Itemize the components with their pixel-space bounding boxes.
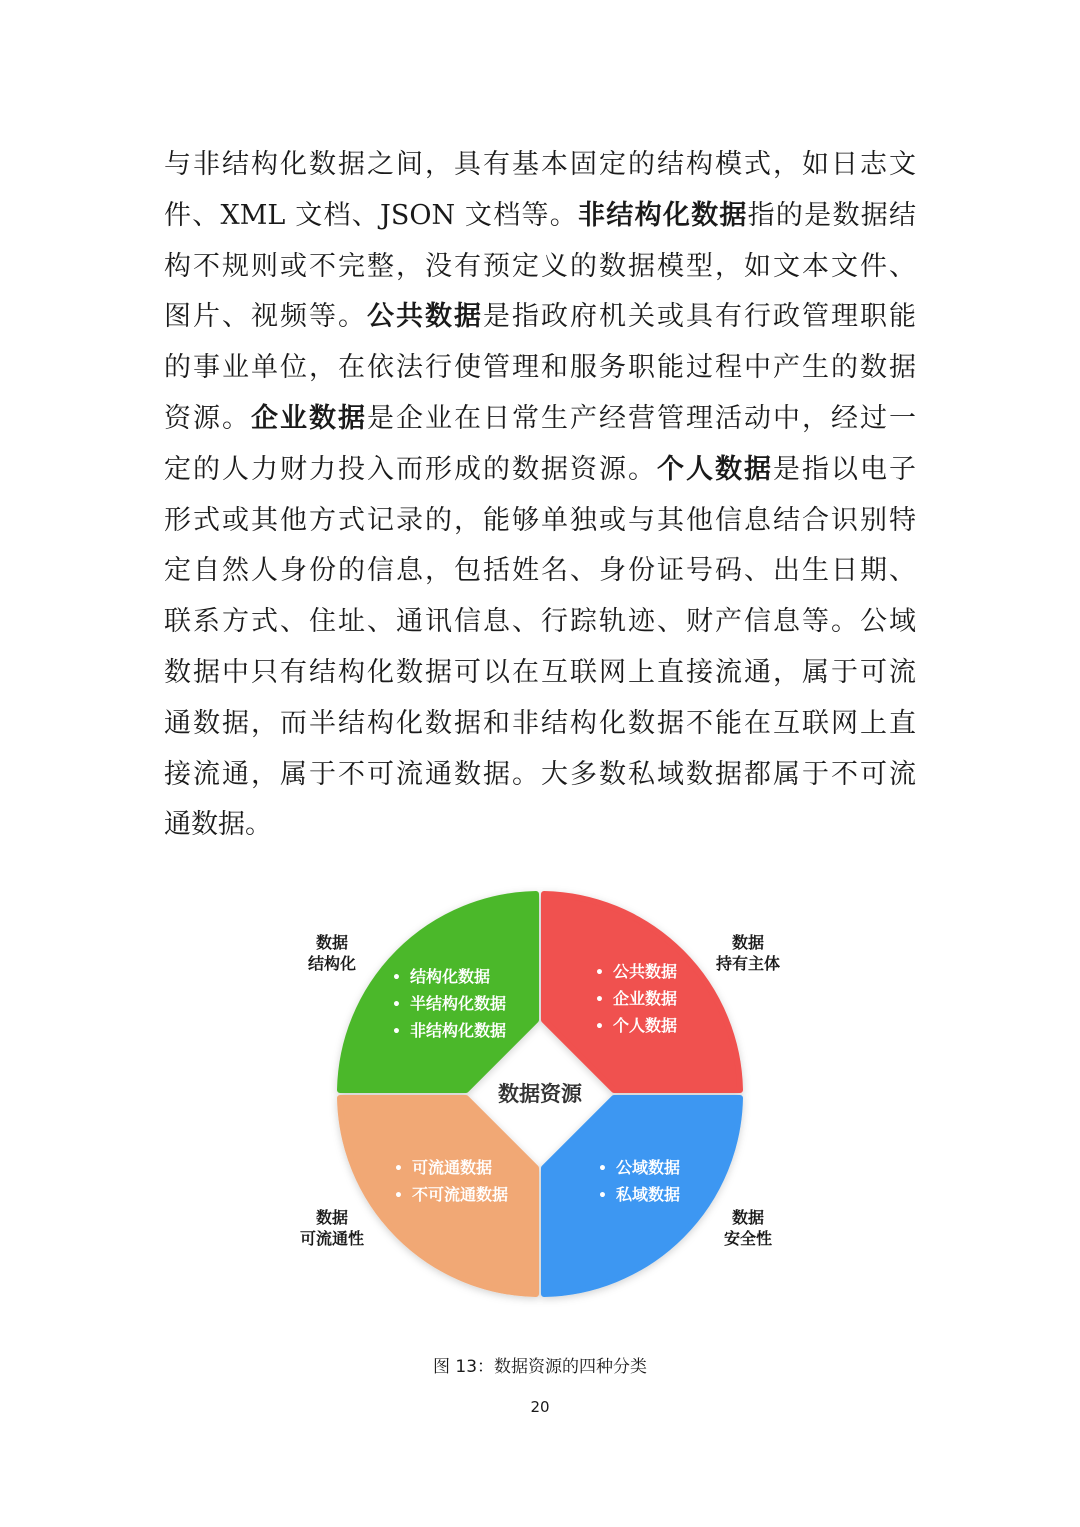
text-run: 的事业单位，在依法行使管理和服务职能过程中产生的数据: [164, 352, 916, 384]
text-run: 数据中只有结构化数据可以在互联网上直接流通，属于可流: [164, 656, 916, 688]
bold-term: 非结构化数据: [578, 199, 748, 231]
text-line: [164, 546, 916, 597]
bold-term: 企业数据: [251, 402, 367, 434]
list-item: • 不可流通数据: [394, 1182, 508, 1209]
text-run: 指的是数据结: [747, 199, 917, 231]
text-run: 资源。: [164, 402, 251, 434]
text-run: 通数据。: [164, 809, 272, 841]
text-run: 联系方式、住址、通讯信息、行踪轨迹、财产信息等。公域: [164, 606, 916, 638]
list-item: • 结构化数据: [392, 964, 506, 991]
text-run: 是企业在日常生产经营管理活动中，经过一: [367, 402, 916, 434]
label-circulation: 数据 可流通性: [299, 1208, 364, 1248]
label-security: 数据 安全性: [723, 1208, 772, 1248]
text-line: [164, 800, 916, 851]
list-item: • 企业数据: [595, 986, 677, 1013]
text-run: 图片、视频等。: [164, 301, 367, 333]
bold-term: 公共数据: [367, 301, 483, 333]
text-line: [164, 648, 916, 699]
text-run: 形式或其他方式记录的，能够单独或与其他信息结合识别特: [164, 504, 916, 536]
text-run: 是指以电子: [773, 453, 916, 485]
text-run: 定自然人身份的信息，包括姓名、身份证号码、出生日期、: [164, 555, 916, 587]
security-items-list: [598, 1155, 680, 1209]
body-paragraph: [164, 140, 916, 851]
figure-caption: 图 13：数据资源的四种分类: [432, 1357, 648, 1377]
text-run: 与非结构化数据之间，具有基本固定的结构模式，如日志文: [164, 149, 916, 180]
list-item: • 私域数据: [598, 1182, 680, 1209]
list-item: • 非结构化数据: [392, 1018, 506, 1045]
list-item: • 个人数据: [595, 1013, 677, 1040]
label-structure: 数据 结构化: [307, 933, 356, 973]
text-run: 接流通，属于不可流通数据。大多数私域数据都属于不可流: [164, 758, 916, 790]
text-line: [164, 496, 916, 547]
data-resource-diagram: [290, 880, 790, 1310]
label-holder: 数据 持有主体: [715, 933, 780, 973]
text-line: [164, 140, 916, 191]
text-run: 通数据，而半结构化数据和非结构化数据不能在互联网上直: [164, 707, 916, 739]
text-line: [164, 394, 916, 445]
text-run: 件、XML 文档、JSON 文档等。: [164, 199, 579, 231]
text-line: [164, 699, 916, 750]
text-run: 构不规则或不完整，没有预定义的数据模型，如文本文件、: [164, 250, 916, 282]
center-label: 数据资源: [498, 1082, 582, 1106]
list-item: • 可流通数据: [394, 1155, 508, 1182]
text-line: [164, 343, 916, 394]
bold-term: 个人数据: [657, 453, 773, 485]
structure-items-list: [392, 964, 506, 1045]
text-run: 是指政府机关或具有行政管理职能: [483, 301, 916, 333]
text-line: [164, 445, 916, 496]
list-item: • 半结构化数据: [392, 991, 506, 1018]
page-number: 20: [530, 1398, 550, 1416]
text-run: 定的人力财力投入而形成的数据资源。: [164, 453, 657, 485]
text-line: [164, 597, 916, 648]
holder-items-list: [595, 959, 677, 1040]
list-item: • 公共数据: [595, 959, 677, 986]
text-line: [164, 242, 916, 293]
circulation-items-list: [394, 1155, 508, 1209]
text-line: [164, 292, 916, 343]
list-item: • 公域数据: [598, 1155, 680, 1182]
text-line: [164, 750, 916, 801]
text-line: [164, 191, 916, 242]
